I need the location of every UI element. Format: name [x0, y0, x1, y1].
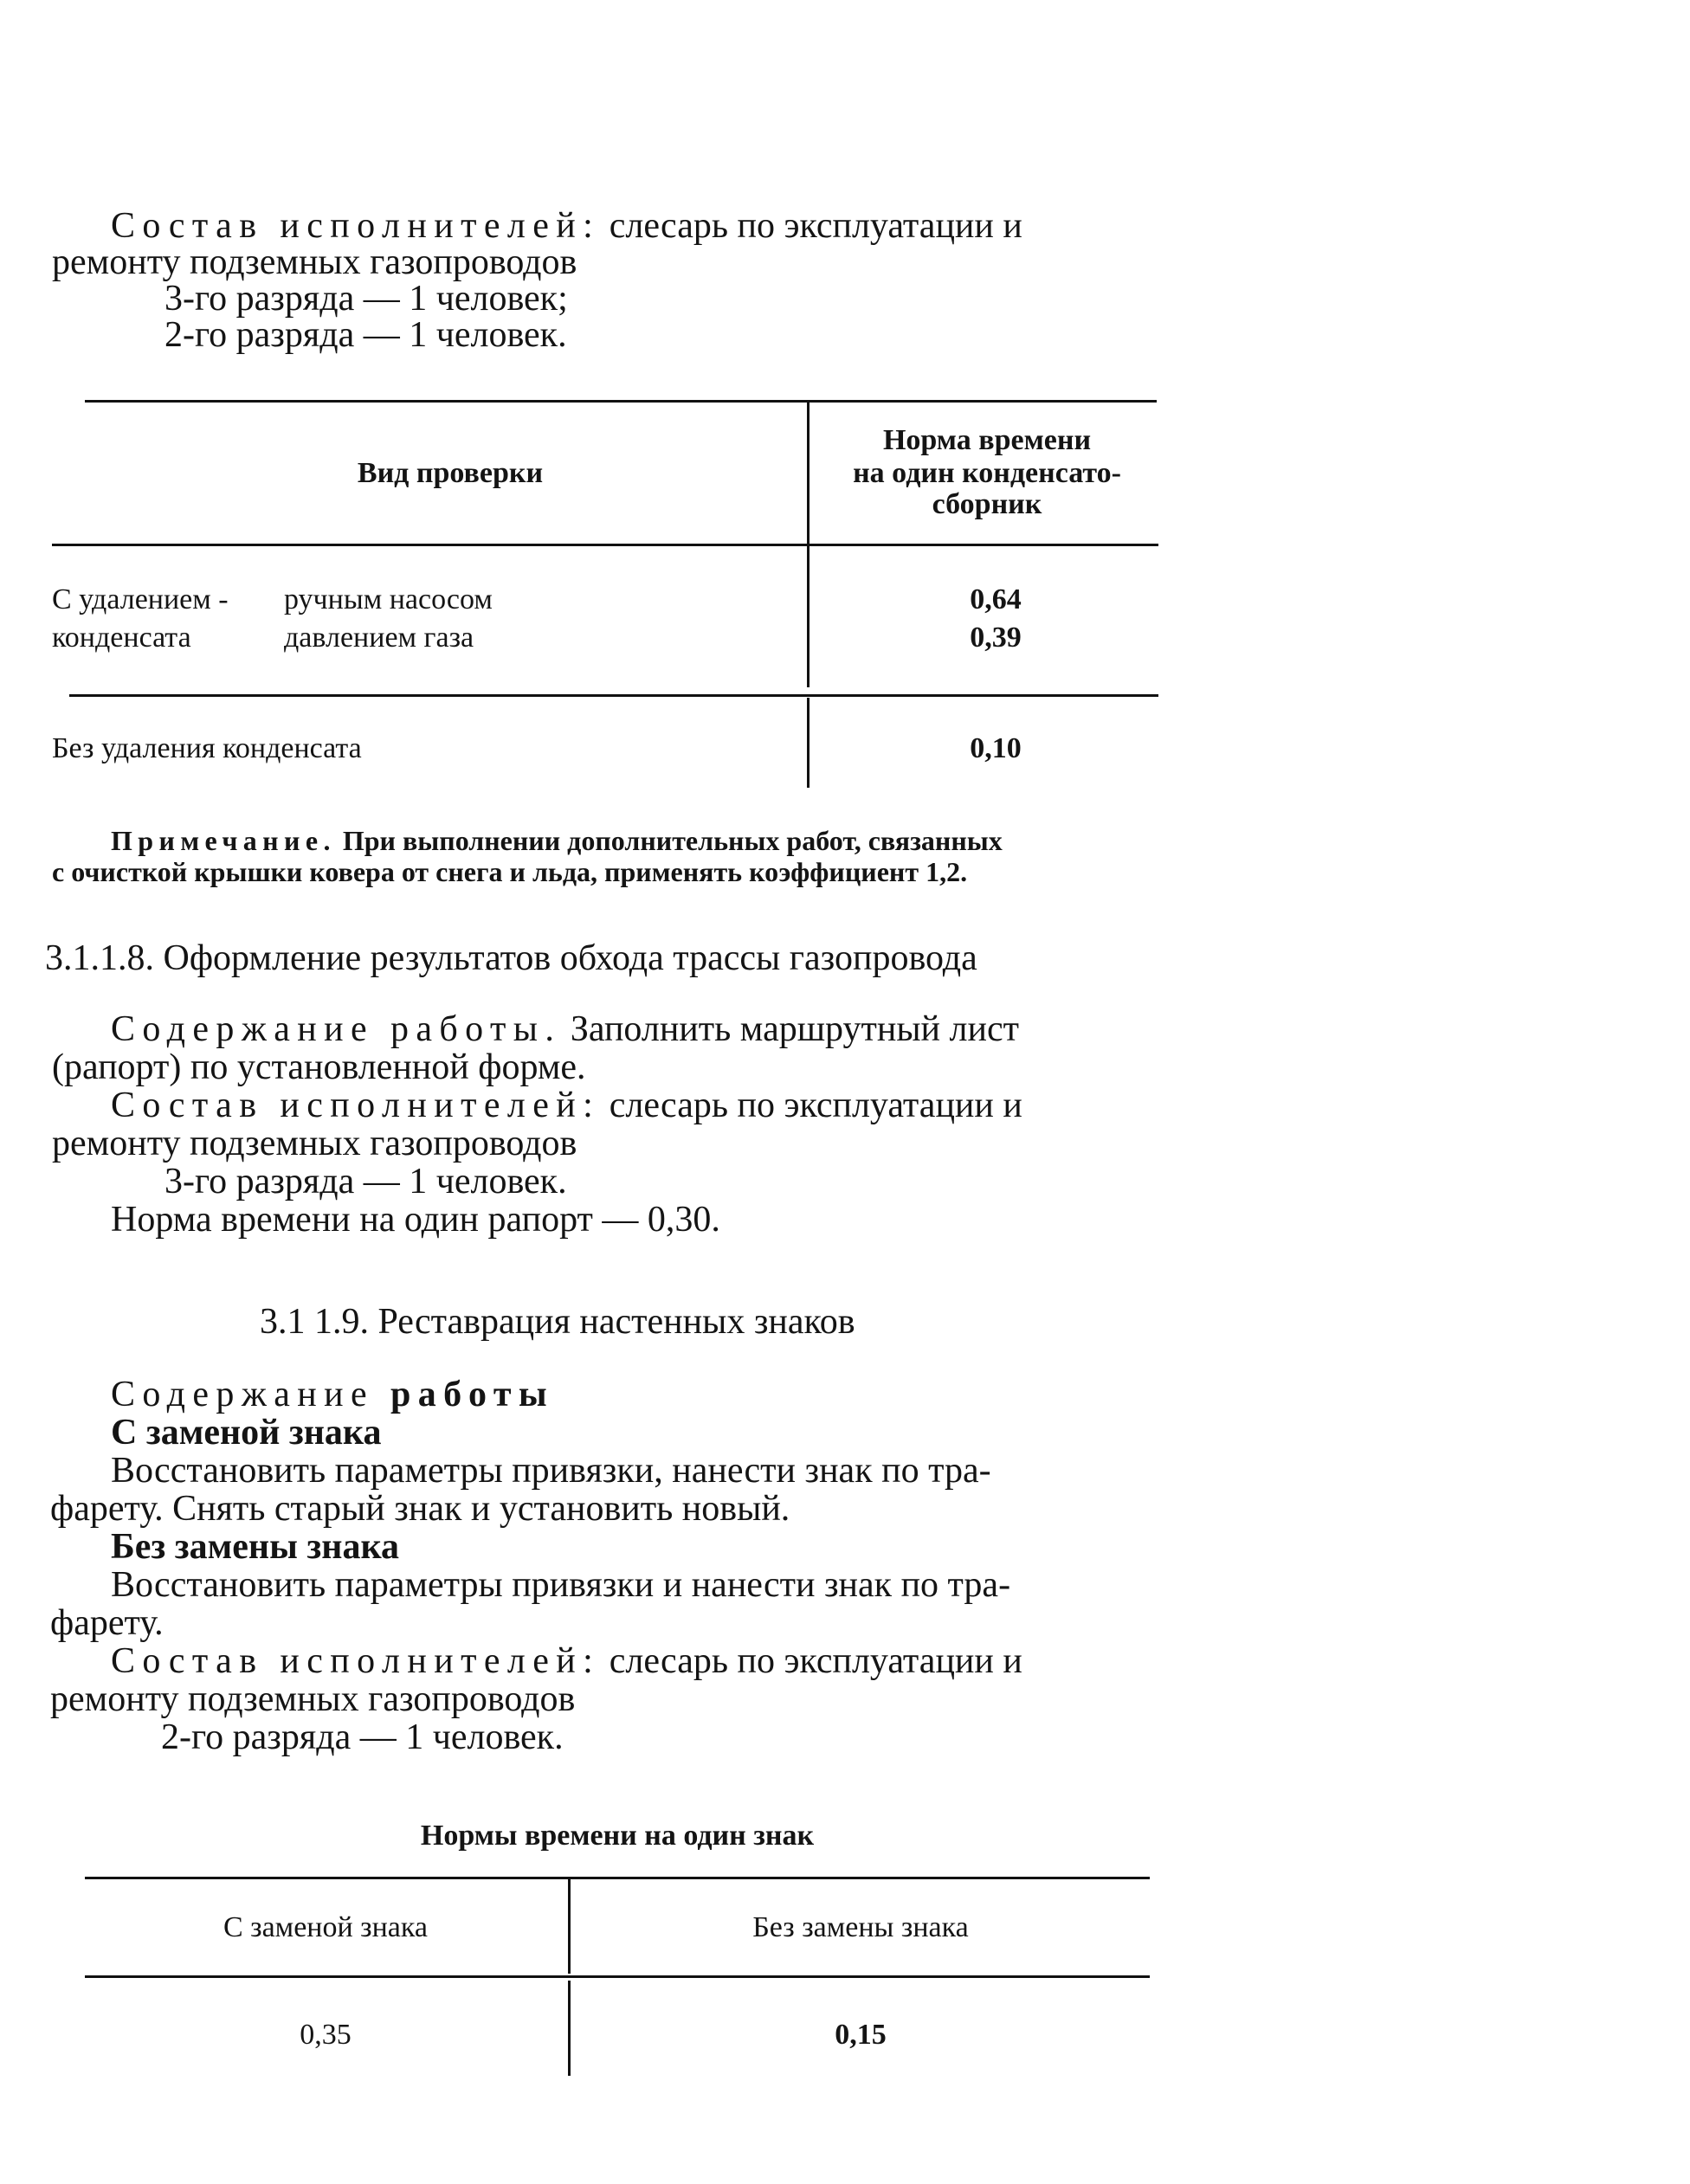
table-divider-head	[807, 400, 810, 544]
section-3118-staff-rest: слесарь по эксплуатации и	[600, 1086, 1022, 1125]
table-rule-mid	[69, 694, 1158, 697]
section-3119-sub1: С заменой знака	[111, 1413, 382, 1453]
section-3119-sub1-l1: Восстановить параметры привязки, нанести знак по тра-	[111, 1451, 991, 1491]
table-divider-body	[807, 545, 810, 687]
section-3119-staff-l2: ремонту подземных газопроводов	[50, 1679, 576, 1719]
value-without-removal: 0,10	[970, 732, 1022, 764]
table2-caption: Нормы времени на один знак	[420, 1820, 815, 1852]
section-3119-content-heading	[111, 1376, 554, 1413]
value-gas-pressure: 0,39	[970, 622, 1022, 654]
group-label-l1: С удалением -	[52, 583, 229, 615]
staff-line-2: ремонту подземных газопроводов	[52, 242, 577, 282]
table-divider-last	[807, 698, 810, 788]
section-3119-sub2-l2: фарету.	[50, 1603, 164, 1643]
section-3118-content-rest: Заполнить маршрутный лист	[561, 1009, 1019, 1049]
section-3119-heading: 3.1 1.9. Реставрация настенных знаков	[260, 1302, 855, 1342]
section-3119-content-b: работы	[390, 1375, 555, 1414]
table-head-norm-l1: Норма времени	[882, 424, 1092, 456]
note-label: Примечание.	[111, 825, 336, 856]
note-line-1-rest: При выполнении дополнительных работ, связанных	[335, 825, 1003, 856]
section-3118-staff-l1	[111, 1087, 1022, 1124]
section-3119-sub2-l1: Восстановить параметры привязки и нанести знак по тра-	[111, 1565, 1011, 1605]
table2-head-without-replacement: Без замены знака	[752, 1911, 969, 1943]
table-rule-top	[85, 400, 1157, 403]
staff-lead-rest: слесарь по эксплуатации и	[600, 206, 1022, 246]
table2-rule-head	[85, 1975, 1150, 1978]
section-3119-sub2: Без замены знака	[111, 1527, 400, 1567]
table2-value-with-replacement: 0,35	[300, 2019, 352, 2051]
section-3119-content-a: Содержание	[111, 1375, 390, 1414]
section-3119-staff-l3: 2-го разряда — 1 человек.	[161, 1717, 564, 1757]
value-hand-pump: 0,64	[970, 583, 1022, 615]
section-3118-content-l1	[111, 1011, 1019, 1047]
group-label-l2: конденсата	[52, 622, 191, 654]
note-line-2: с очисткой крышки ковера от снега и льда, применять коэффициент 1,2.	[52, 856, 968, 887]
table-head-norm-l3: сборник	[932, 488, 1042, 520]
section-3119-staff-l1	[111, 1643, 1022, 1679]
staff-line-4: 2-го разряда — 1 человек.	[164, 315, 567, 355]
table-rule-head	[52, 544, 1158, 546]
section-3118-heading: 3.1.1.8. Оформление результатов обхода трассы газопровода	[45, 938, 977, 978]
table-head-norm-l2: на один конденсато-	[853, 457, 1121, 489]
section-3118-content-l2: (рапорт) по установленной форме.	[52, 1047, 586, 1087]
staff-line-1	[111, 208, 1022, 244]
section-3119-sub1-l2: фарету. Снять старый знак и установить новый.	[50, 1489, 790, 1529]
table2-divider-body	[568, 1981, 571, 2076]
table-head-type: Вид проверки	[357, 457, 544, 489]
section-3118-staff-lead: Состав исполнителей:	[111, 1086, 601, 1125]
table2-rule-top	[85, 1877, 1150, 1879]
table2-divider-head	[568, 1878, 571, 1974]
section-3119-staff-lead: Состав исполнителей:	[111, 1641, 601, 1681]
section-3118-content-lead: Содержание работы.	[111, 1009, 562, 1049]
section-3118-norm: Норма времени на один рапорт — 0,30.	[111, 1200, 720, 1240]
section-3119-staff-rest: слесарь по эксплуатации и	[600, 1641, 1022, 1681]
staff-line-3: 3-го разряда — 1 человек;	[164, 279, 568, 319]
section-3118-staff-l2: ремонту подземных газопроводов	[52, 1124, 577, 1163]
method-gas-pressure: давлением газа	[284, 622, 474, 654]
table2-head-with-replacement: С заменой знака	[223, 1911, 428, 1943]
section-3118-staff-l3: 3-го разряда — 1 человек.	[164, 1162, 567, 1202]
staff-lead: Состав исполнителей:	[111, 206, 601, 246]
table2-value-without-replacement: 0,15	[835, 2019, 887, 2051]
method-hand-pump: ручным насосом	[284, 583, 493, 615]
note-line-1	[111, 826, 1003, 855]
row-without-removal: Без удаления конденсата	[52, 732, 362, 764]
